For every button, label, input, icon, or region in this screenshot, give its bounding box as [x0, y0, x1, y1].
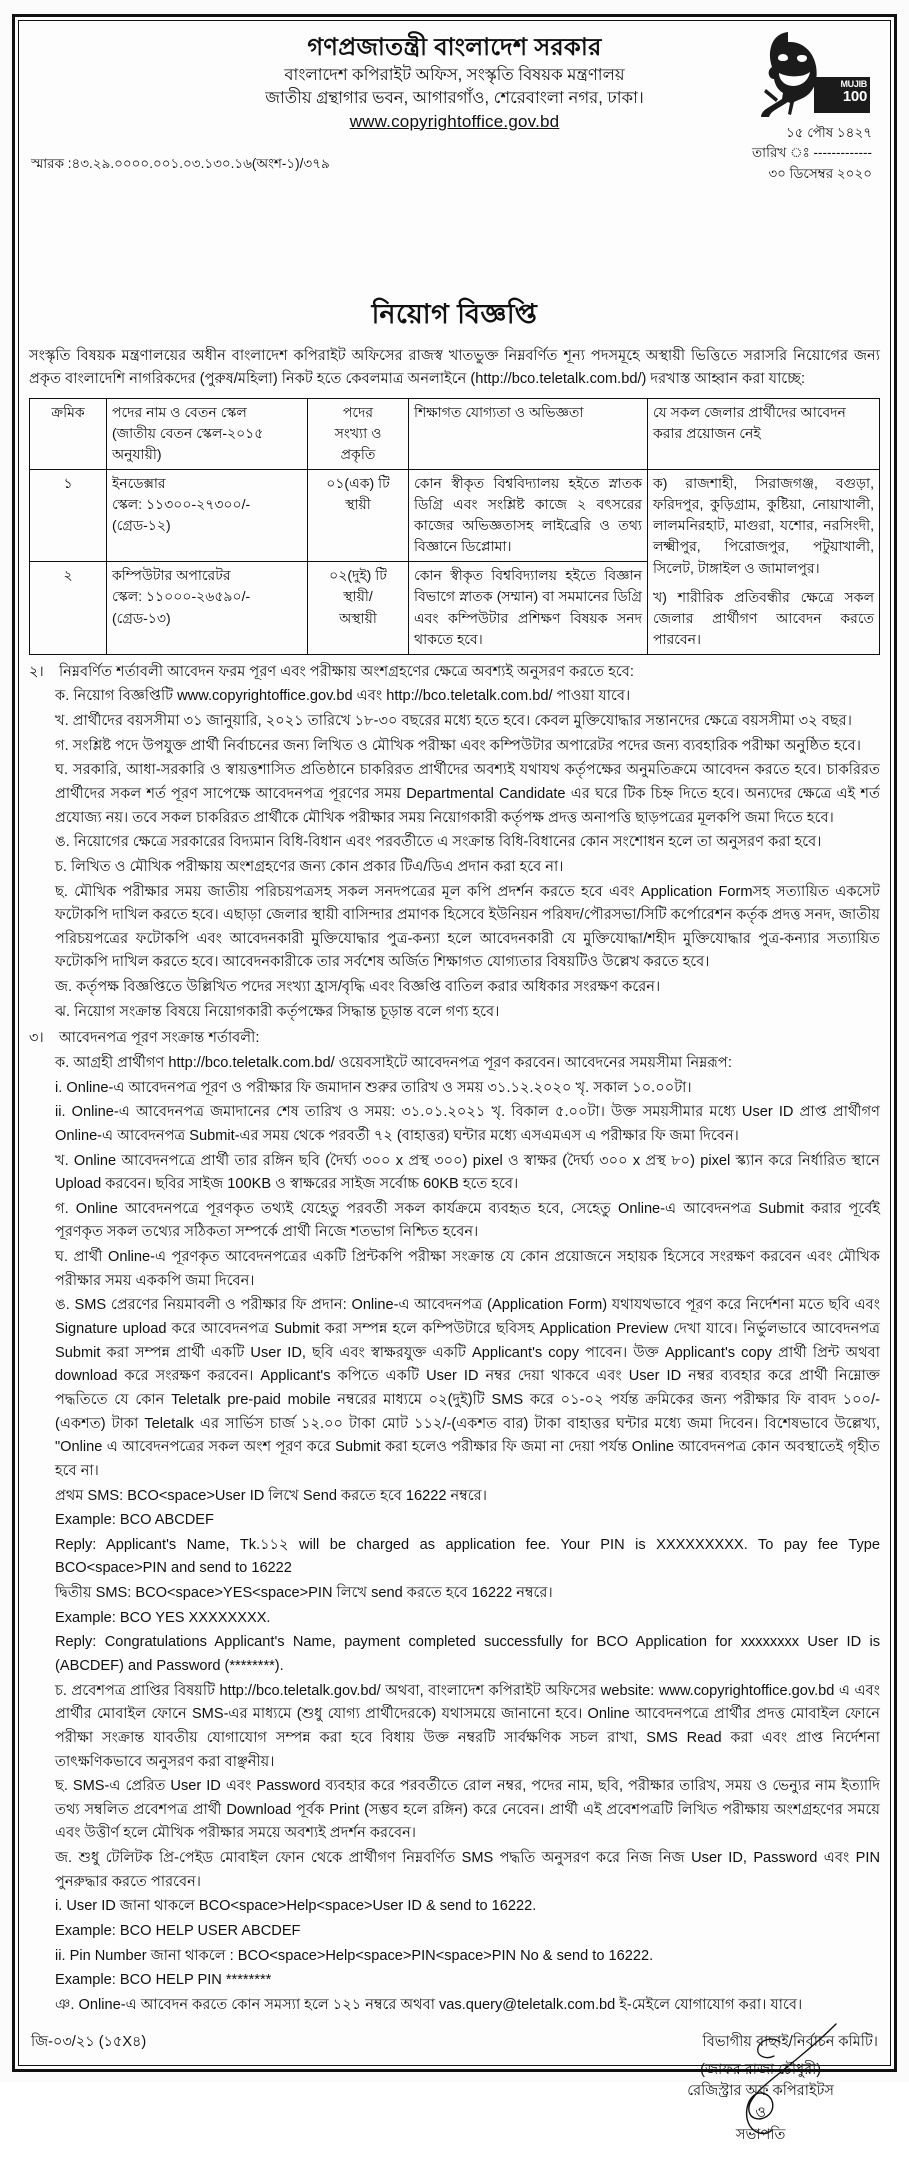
intro-paragraph: সংস্কৃতি বিষয়ক মন্ত্রণালয়ের অধীন বাংলাদেশ কপিরাইট অফিসের রাজস্ব খাতভুক্ত নিম্নবর্ণিত শূন্য পদসমূহে অস্থায়ী ভিত্তিতে সরাসরি নিয়োগের জন্য প্রকৃত বাংলাদেশি নাগরিকদের (পুরুষ/মহিলা) নিকট হতে কেবলমাত্র অনলাইনে (http://bco.teletalk.com.bd/) দরখাস্ত আহ্বান করা যাচ্ছে:: [29, 347, 880, 388]
section-3-number: ৩।: [29, 1030, 44, 1047]
col-header-count: [308, 398, 409, 469]
signatory-conjunction: ও: [755, 2105, 766, 2122]
office-website-link[interactable]: www.copyrightoffice.gov.bd: [349, 111, 560, 131]
date-bangla: ১৫ পৌষ ১৪২৭: [785, 125, 872, 140]
section-3-sms-example-2: Example: BCO YES XXXXXXXX.: [55, 1609, 271, 1626]
office-line-1: বাংলাদেশ কপিরাইট অফিস, সংস্কৃতি বিষয়ক মন্ত্রণালয়: [284, 66, 625, 84]
footer-reference: জি-০৩/২১ (১৫X৪): [31, 2034, 147, 2050]
section-3-item: ঙ. SMS প্রেরণের নিয়মাবলী ও পরীক্ষার ফি প্রদান: Online-এ আবেদনপত্র (Application Form) যথাযথভাবে পূরণ করে নির্দেশনা মতে ছবি এবং Signature upload করে আবেদনপত্র Submit করা সম্পন্ন হলে কম্পিউটারে ছবিসহ Application Preview দেখা যাবে। নির্ভুলভাবে আবেদনপত্র Submit করা সম্পন্ন প্রার্থী একটি User ID, ছবি এবং স্বাক্ষরযুক্ত একটি Applicant's copy পাবেন। উক্ত Applicant's copy প্রার্থী প্রিন্ট অথবা download করে সংরক্ষণ করবেন। Applicant's কপিতে একটি User ID নম্বর দেয়া থাকবে এবং User ID নম্বর ব্যবহার করে প্রার্থী নিম্নোক্ত পদ্ধতিতে যে কোন Teletalk pre-paid mobile নম্বরের মাধ্যমে ০২(দুই)টি SMS করে ০১-০২ পর্যন্ত ক্রমিকের জন্য পরীক্ষার ফি বাবদ ১০০/- (একশত) টাকা Teletalk এর সার্ভিস চার্জ ১২.০০ টাকা মোট ১১২/-(একশত বার) টাকা বাহাত্তর ঘন্টার মধ্যে জমা দিবেন। বিশেষভাবে উল্লেখ্য, "Online এ আবেদনপত্রের সকল অংশ পূরণ করে Submit করা হলেও পরীক্ষার ফি জমা না দেয়া পর্যন্ত Online আবেদনপত্র কোন অবস্থাতেই গৃহীত হবে না।: [55, 1297, 880, 1479]
col-header-districts-line-1: যে সকল জেলার প্রার্থীদের আবেদন: [653, 403, 846, 420]
col-header-post-line-2: (জাতীয় বেতন স্কেল-২০১৫: [112, 425, 264, 442]
section-2-item: খ. প্রার্থীদের বয়সসীমা ৩১ জানুয়ারি, ২০২১ তারিখে ১৮-৩০ বছরের মধ্যে হতে হবে। কেবল মুক্তিযোদ্ধার সন্তানদের ক্ষেত্রে বয়সসীমা ৩২ বছর।: [55, 713, 852, 730]
row-post-line-3: (গ্রেড-১৩): [112, 609, 171, 626]
section-2-item: ঘ. সরকারি, আধা-সরকারি ও স্বায়ত্তশাসিত প্রতিষ্ঠানে চাকরিরত প্রার্থীদের অবশ্যই যথাযথ কর্তৃপক্ষের অনুমতিক্রমে আবেদন করতে হবে। চাকরিরত প্রার্থীদের সকল শর্ত পূরণ সাপেক্ষে আবেদনপত্র পূরণের সময় Departmental Candidate এর ঘরে টিক চিহ্ন দিতে হবে। অন্যদের ক্ষেত্রে এই শর্ত প্রযোজ্য নয়। তবে সকল চাকরিরত প্রার্থীকে মৌখিক পরীক্ষার সময় নিয়োগকারী কর্তৃপক্ষ প্রদত্ত অনাপত্তি ছাড়পত্রের মূলকপি জমা দিতে হবে।: [55, 762, 880, 826]
row-post-line-2: স্কেল: ১১০০০-২৬৫৯০/-: [112, 588, 251, 605]
date-english: ৩০ ডিসেম্বর ২০২০: [768, 165, 872, 181]
section-3-item: ক. আগ্রহী প্রার্থীগণ http://bco.teletalk.com.bd/ ওয়েবসাইটে আবেদনপত্র পূরণ করবেন। আবেদনের সময়সীমা নিম্নরূপ:: [55, 1054, 732, 1071]
col-header-post: [107, 398, 308, 469]
mujib-badge-bottom: 100: [842, 88, 867, 105]
col-header-education: শিক্ষাগত যোগ্যতা ও অভিজ্ঞতা: [409, 398, 648, 469]
row-districts-b: খ) শারীরিক প্রতিবন্ধীর ক্ষেত্রে সকল জেলার প্রার্থীগণ আবেদন করতে পারবেন।: [653, 588, 874, 648]
section-3-item: ঞ. Online-এ আবেদন করতে কোন সমস্যা হলে ১২১ নম্বরে অথবা vas.query@teletalk.com.bd ই-মেইলে যোগাযোগ করা। যাবে।: [55, 1996, 803, 2013]
section-3-item: ii. Online-এ আবেদনপত্র জমাদানের শেষ তারিখ ও সময়: ৩১.০১.২০২১ খৃ. বিকাল ৫.০০টা। উক্ত সময়সীমার মধ্যে User ID প্রাপ্ত প্রার্থীগণ Online-এ আবেদনপত্র Submit-এর সময় থেকে পরবর্তী ৭২ (বাহাত্তর) ঘন্টার মধ্যে এসএমএস এ পরীক্ষার ফি জমা দিবেন।: [55, 1104, 880, 1144]
col-header-post-line-1: পদের নাম ও বেতন স্কেল: [112, 403, 247, 420]
row-districts: [648, 469, 880, 654]
date-label: তারিখ ঃ -------------: [752, 145, 872, 161]
row-post: [107, 562, 308, 655]
section-2-item: ছ. মৌখিক পরীক্ষার সময় জাতীয় পরিচয়পত্রসহ সকল সনদপত্রের মূল কপি প্রদর্শন করতে হবে এবং Application Formসহ সত্যায়িত একসেট ফটোকপি দাখিল করতে হবে। এছাড়া জেলার স্থায়ী বাসিন্দার প্রমাণক হিসেবে ইউনিয়ন পরিষদ/পৌরসভা/সিটি কর্পোরেশন কর্তৃক প্রদত্ত সনদ, জাতীয় পরিচয়পত্রের ফটোকপি এবং আবেদনকারী মুক্তিযোদ্ধার পুত্র-কন্যা হলে আবেদনকারী যে মুক্তিযোদ্ধা/শহীদ মুক্তিযোদ্ধার পুত্র-কন্যার সত্যায়িত ফটোকপি দাখিল করতে হবে। আবেদনকারীকে তার সর্বশেষ অর্জিত শিক্ষাগত যোগ্যতার বিষয়টিও উল্লেখ করতে হবে।: [55, 883, 880, 971]
section-2-item: ঝ. নিয়োগ সংক্রান্ত বিষয়ে নিয়োগকারী কর্তৃপক্ষের সিদ্ধান্ত চূড়ান্ত বলে গণ্য হবে।: [55, 1003, 500, 1020]
section-2-item: ঙ. নিয়োগের ক্ষেত্রে সরকারের বিদ্যমান বিধি-বিধান এবং পরবর্তীতে এ সংক্রান্ত বিধি-বিধানের কোন সংশোধন হলে তা অনুসরণ করা হবে।: [55, 834, 822, 851]
mujib-badge-top: MUJIB: [840, 79, 867, 89]
table-header-row: [30, 398, 880, 469]
col-header-count-line-2: সংখ্যা ও: [334, 425, 382, 442]
section-3-item: i. Online-এ আবেদনপত্র পূরণ ও পরীক্ষার ফি জমাদান শুরুর তারিখ ও সময় ৩১.১২.২০২০ খৃ. সকাল ১০.০০টা।: [55, 1079, 692, 1096]
col-header-count-line-1: পদের: [342, 403, 374, 420]
vacancy-table: [29, 398, 880, 655]
section-3-item: জ. শুধু টেলিটক প্রি-পেইড মোবাইল ফোন থেকে প্রার্থীগণ নিম্নবর্ণিত SMS পদ্ধতি অনুসরণ করে নিজ নিজ User ID, Password এবং PIN পুনরুদ্ধার করতে পারবেন।: [55, 1850, 880, 1890]
signatory-role: সভাপতি: [735, 2126, 786, 2143]
section-3-help-user: i. User ID জানা থাকলে BCO<space>Help<space>User ID & send to 16222.: [55, 1898, 537, 1915]
row-count-line-2: স্থায়ী: [345, 495, 371, 512]
row-post: [107, 469, 308, 562]
section-3-item: ছ. SMS-এ প্রেরিত User ID এবং Password ব্যবহার করে পরবর্তীতে রোল নম্বর, পদের নাম, ছবি, পরীক্ষার তারিখ, সময় ও ভেন্যুর নাম ইত্যাদি তথ্য সম্বলিত প্রবেশপত্র প্রার্থী Download পূর্বক Print (সম্ভব হলে রঙ্গিন) করে নেবেন। প্রার্থী এই প্রবেশপত্রটি লিখিত পরীক্ষায় অংশগ্রহণের সময়ে এবং উত্তীর্ণ হলে মৌখিক পরীক্ষার সময়ে অবশ্যই প্রদর্শন করবেন।: [55, 1778, 880, 1842]
col-header-districts-line-2: করার প্রয়োজন নেই: [653, 425, 761, 442]
section-3-item: চ. প্রবেশপত্র প্রাপ্তির বিষয়টি http://bco.teletalk.gov.bd/ অথবা, বাংলাদেশ কপিরাইট অফিসের website: www.copyrightoffice.gov.bd এ এবং প্রার্থীর মোবাইল ফোনে SMS-এর মাধ্যমে (শুধু যোগ্য প্রার্থীদেরকে) যথাসময়ে জানানো হবে। Online আবেদনপত্রে প্রার্থীর প্রদত্ত মোবাইল ফোনে পরীক্ষা সংক্রান্ত যাবতীয় যোগাযোগ সম্পন্ন করা হবে বিধায় উক্ত নম্বরটি সার্বক্ষণিক সচল রাখা, SMS Read করা এবং প্রাপ্ত নির্দেশনা তাৎক্ষণিকভাবে অনুসরণ করা বাঞ্ছনীয়।: [55, 1682, 880, 1770]
document-frame: [12, 14, 897, 2143]
section-3-sms-example-1: Example: BCO ABCDEF: [55, 1512, 214, 1529]
section-2-number: ২।: [29, 663, 44, 680]
section-3-heading-row: [29, 1027, 880, 1051]
row-count-line-1: ০১(এক) টি: [326, 474, 390, 491]
signatory-name: (জাফর রাজা চৌধুরী): [700, 2061, 822, 2078]
section-3-help-pin-example: Example: BCO HELP PIN ********: [55, 1972, 272, 1989]
footer-row: [31, 2031, 878, 2055]
row-districts-a: ক) রাজশাহী, সিরাজগঞ্জ, বগুড়া, ফরিদপুর, কুড়িগ্রাম, কুষ্টিয়া, নোয়াখালী, লালমনিরহাট, মাগুরা, যশোর, নরসিংদী, লক্ষ্মীপুর, পিরোজপুর, পটুয়াখালী, সিলেট, টাঙ্গাইল ও জামালপুর।: [653, 474, 874, 576]
row-count-line-2: স্থায়ী/: [343, 588, 373, 605]
section-3-item: খ. Online আবেদনপত্রে প্রার্থী তার রঙ্গিন ছবি (দৈর্ঘ্য ৩০০ x প্রস্থ ৩০০) pixel ও স্বাক্ষর (দৈর্ঘ্য ৩০০ x প্রস্থ ৮০) pixel স্ক্যান করে নির্ধারিত স্থানে Upload করবেন। ছবির সাইজ 100KB ও স্বাক্ষরের সাইজ সর্বোচ্চ 60KB হতে হবে।: [55, 1152, 880, 1193]
row-education: কোন স্বীকৃত বিশ্ববিদ্যালয় হইতে বিজ্ঞান বিভাগে স্নাতক (সম্মান) বা সমমানের ডিগ্রি এবং কম্পিউটার প্রশিক্ষণ বিষয়ক সনদ থাকতে হবে।: [409, 562, 648, 655]
government-title: গণপ্রজাতন্ত্রী বাংলাদেশ সরকার: [307, 34, 602, 61]
section-2-item: চ. লিখিত ও মৌখিক পরীক্ষায় অংশগ্রহণের জন্য কোন প্রকার টিএ/ডিএ প্রদান করা হবে না।: [55, 858, 564, 875]
row-count: [308, 469, 409, 562]
section-3-sms-second: দ্বিতীয় SMS: BCO<space>YES<space>PIN লিখে send করতে হবে 16222 নম্বরে।: [55, 1585, 553, 1602]
mujib-centenary-logo: [758, 29, 870, 121]
signature-block: [687, 2060, 834, 2147]
row-count-line-1: ০২(দুই) টি: [329, 567, 387, 584]
row-education: কোন স্বীকৃত বিশ্ববিদ্যালয় হইতে স্নাতক ডিগ্রি এবং সংশ্লিষ্ট কাজে ২ বৎসরের কাজের অভিজ্ঞতাসহ লাইব্রেরি ও তথ্য বিজ্ঞানে ডিপ্লোমা।: [409, 469, 648, 562]
document-header: [29, 27, 880, 292]
row-serial: ২: [30, 562, 107, 655]
row-post-line-1: ইনডেক্সার: [112, 474, 166, 491]
section-3-sms-reply-1: Reply: Applicant's Name, Tk.১১২ will be charged as application fee. Your PIN is XXXXXXXXX. To pay fee Type BCO<space>PIN and send to 16222: [55, 1536, 880, 1577]
section-2-item: গ. সংশ্লিষ্ট পদে উপযুক্ত প্রার্থী নির্বাচনের জন্য লিখিত ও মৌখিক পরীক্ষা এবং কম্পিউটার অপারেটর পদের জন্য ব্যবহারিক পরীক্ষা অনুষ্ঠিত হবে।: [55, 737, 861, 754]
row-count-line-3: অস্থায়ী: [339, 609, 377, 626]
row-post-line-1: কম্পিউটার অপারেটর: [112, 567, 231, 584]
section-3: [29, 1027, 880, 2017]
row-post-line-3: (গ্রেড-১২): [112, 517, 171, 534]
section-2-item: জ. কর্তৃপক্ষ বিজ্ঞপ্তিতে উল্লিখিত পদের সংখ্যা হ্রাস/বৃদ্ধি এবং বিজ্ঞপ্তি বাতিল করার অধিকার সংরক্ষণ করেন।: [55, 979, 661, 996]
row-count: [308, 562, 409, 655]
section-2: [29, 661, 880, 1025]
col-header-districts: [648, 398, 880, 469]
section-3-help-user-example: Example: BCO HELP USER ABCDEF: [55, 1923, 301, 1940]
section-3-item: গ. Online আবেদনপত্রে পূরণকৃত তথ্যই যেহেতু পরবর্তী সকল কার্যক্রমে ব্যবহৃত হবে, সেহেতু Online-এ আবেদনপত্র Submit করার পূর্বেই পূরণকৃত সকল তথ্যের সঠিকতা সম্পর্কে প্রার্থী নিজে শতভাগ নিশ্চিত হবেন।: [55, 1200, 880, 1241]
row-post-line-2: স্কেল: ১১৩০০-২৭৩০০/-: [112, 495, 251, 512]
section-3-help-pin: ii. Pin Number জানা থাকলে : BCO<space>Help<space>PIN<space>PIN No & send to 16222.: [55, 1947, 654, 1964]
section-3-sms-reply-2: Reply: Congratulations Applicant's Name, payment completed successfully for BCO Application for xxxxxxxx User ID is (ABCDEF) and Password (********).: [55, 1634, 880, 1674]
signatory-designation: রেজিস্ট্রার অফ কপিরাইটস: [687, 2083, 834, 2100]
section-3-item: ঘ. প্রার্থী Online-এ পূরণকৃত আবেদনপত্রের একটি প্রিন্টকপি পরীক্ষা সংক্রান্ত যে কোন প্রয়োজনে সহায়ক হিসেবে সংরক্ষণ করবেন এবং মৌখিক পরীক্ষার সময় এককপি জমা দিবেন।: [55, 1249, 880, 1289]
table-row: [30, 469, 880, 562]
col-header-count-line-3: প্রকৃতি: [340, 446, 376, 463]
section-3-sms-first: প্রথম SMS: BCO<space>User ID লিখে Send করতে হবে 16222 নম্বরে।: [55, 1487, 487, 1504]
section-2-item: ক. নিয়োগ বিজ্ঞপ্তিটি www.copyrightoffice.gov.bd এবং http://bco.teletalk.com.bd/ পাওয়া যাবে।: [55, 688, 631, 705]
section-3-heading: আবেদনপত্র পূরণ সংক্রান্ত শর্তাবলী:: [59, 1030, 260, 1047]
section-2-heading: নিম্নবর্ণিত শর্তাবলী আবেদন ফরম পূরণ এবং পরীক্ষায় অংশগ্রহণের ক্ষেত্রে অবশ্যই অনুসরণ করতে হবে:: [59, 663, 634, 680]
col-header-serial: ক্রমিক: [30, 398, 107, 469]
mujib-100-badge: [814, 77, 870, 113]
footer-committee: বিভাগীয় বাছাই/নির্বাচন কমিটি।: [702, 2034, 878, 2050]
notice-title: নিয়োগ বিজ্ঞপ্তি: [371, 298, 538, 329]
col-header-post-line-3: অনুযায়ী): [112, 446, 162, 463]
memo-number: স্মারক :৪৩.২৯.০০০০.০০১.০৩.১৩০.১৬(অংশ-১)/৩৭৯: [31, 156, 330, 171]
row-serial: ১: [30, 469, 107, 562]
section-2-heading-row: [29, 661, 880, 685]
office-line-2: জাতীয় গ্রন্থাগার ভবন, আগারগাঁও, শেরেবাংলা নগর, ঢাকা।: [265, 88, 644, 107]
date-block: [752, 123, 872, 184]
